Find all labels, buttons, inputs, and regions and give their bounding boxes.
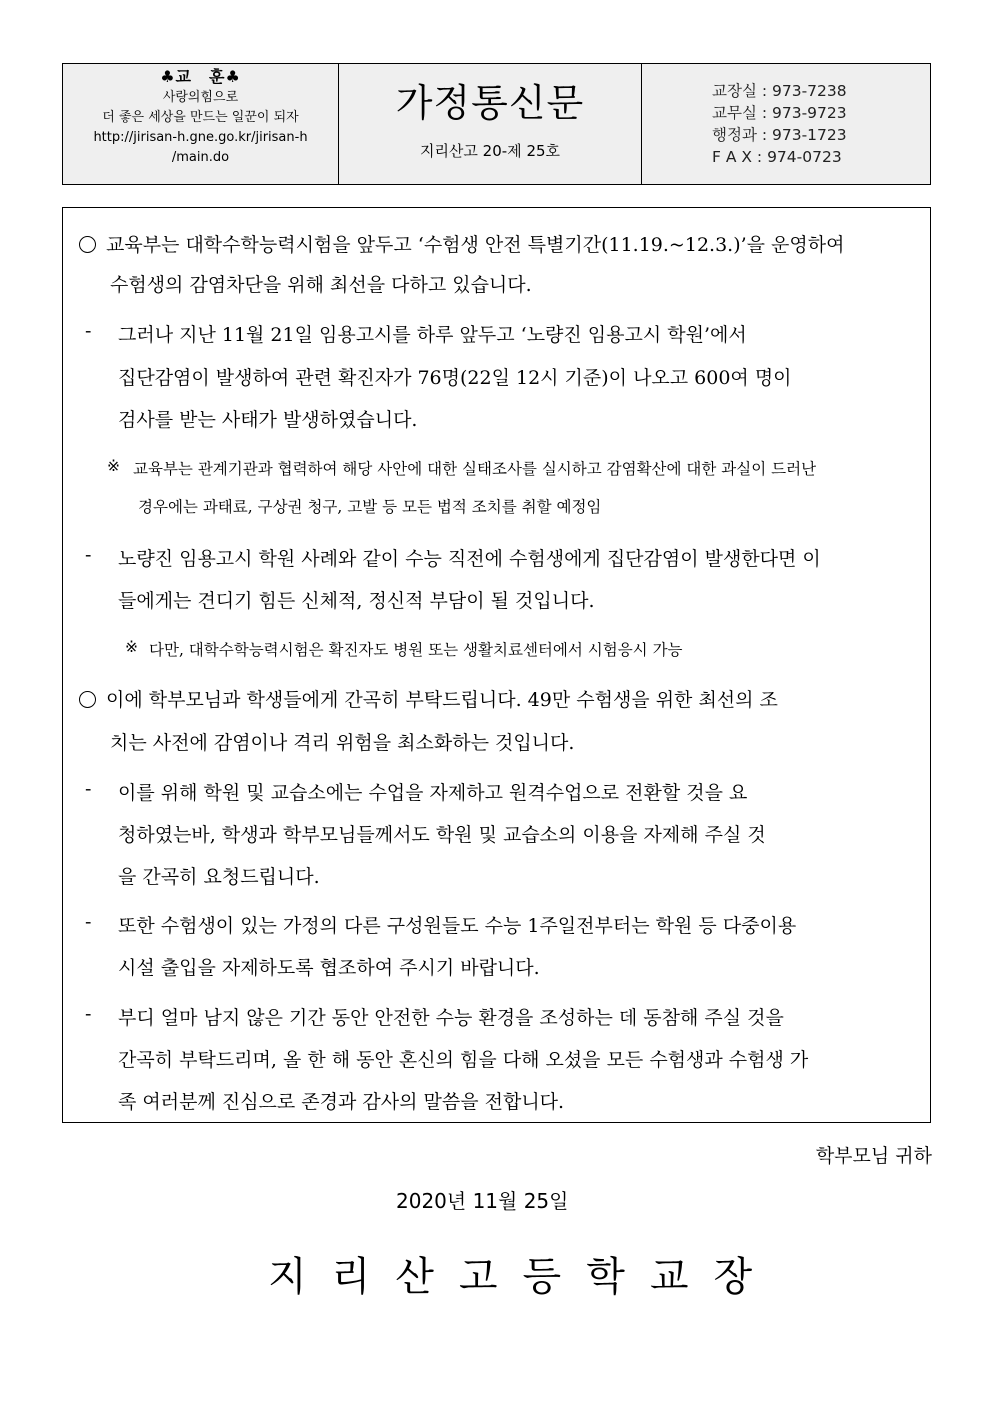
- contact-admin: 행정과 : 973-1723: [712, 126, 847, 144]
- paragraph-line: 이에 학부모님과 학생들에게 간곡히 부탁드립니다. 49만 수험생을 위한 최선의 조: [106, 689, 778, 711]
- addressee: 학부모님 귀하: [815, 1145, 932, 1167]
- circle-bullet-icon: [79, 691, 96, 708]
- dash-bullet: -: [85, 911, 92, 933]
- dash-bullet: -: [85, 320, 92, 342]
- paragraph-line: 청하였는바, 학생과 학부모님들께서도 학원 및 교습소의 이용을 자제해 주실 것: [118, 824, 766, 846]
- paragraph-line: 치는 사전에 감염이나 격리 위험을 최소화하는 것입니다.: [110, 732, 575, 754]
- paragraph-line: 수험생의 감염차단을 위해 최선을 다하고 있습니다.: [110, 274, 532, 296]
- note-line: 교육부는 관계기관과 협력하여 해당 사안에 대한 실태조사를 실시하고 감염확산에 대한 과실이 드러난: [133, 460, 817, 478]
- paragraph-line: 족 여러분께 진심으로 존경과 감사의 말씀을 전합니다.: [118, 1091, 565, 1113]
- paragraph-line: 검사를 받는 사태가 발생하였습니다.: [118, 409, 418, 431]
- contact-fax: F A X : 974-0723: [712, 148, 842, 166]
- principal-signature: 지리산고등학교장: [268, 1254, 778, 1300]
- paragraph-line: 부디 얼마 남지 않은 기간 동안 안전한 수능 환경을 조성하는 데 동참해 주실 것을: [118, 1007, 784, 1029]
- motto-line-1: 사랑의힘으로: [162, 90, 239, 105]
- title-cell: [339, 64, 642, 184]
- paragraph-line: 을 간곡히 요청드립니다.: [118, 866, 320, 888]
- issue-date: 2020년 11월 25일: [396, 1189, 569, 1213]
- reference-mark: ※: [125, 638, 138, 656]
- contacts-cell: [642, 64, 930, 184]
- circle-bullet-icon: [79, 236, 96, 253]
- paragraph-line: 노량진 임용고시 학원 사례와 같이 수능 직전에 수험생에게 집단감염이 발생한다면 이: [118, 548, 821, 570]
- document-title: 가정통신문: [395, 81, 585, 125]
- note-line: 다만, 대학수학능력시험은 확진자도 병원 또는 생활치료센터에서 시험응시 가능: [149, 641, 683, 659]
- dash-bullet: -: [85, 544, 92, 566]
- paragraph-line: 또한 수험생이 있는 가정의 다른 구성원들도 수능 1주일전부터는 학원 등 다중이용: [118, 915, 797, 937]
- paragraph-line: 그러나 지난 11월 21일 임용고시를 하루 앞두고 ‘노량진 임용고시 학원’에서: [118, 324, 747, 346]
- school-url-line-1[interactable]: http://jirisan-h.gne.go.kr/jirisan-h: [93, 130, 308, 145]
- motto-title: ♣교 훈♣: [160, 67, 241, 86]
- school-url-line-2[interactable]: /main.do: [171, 150, 230, 165]
- notice-body: [62, 207, 931, 1123]
- paragraph-line: 교육부는 대학수학능력시험을 앞두고 ‘수험생 안전 특별기간(11.19.~12.3.)’을 운영하여: [106, 234, 845, 256]
- contact-academic: 교무실 : 973-9723: [712, 104, 847, 122]
- contact-principal: 교장실 : 973-7238: [712, 82, 847, 100]
- motto-line-2: 더 좋은 세상을 만드는 일꾼이 되자: [102, 110, 299, 125]
- newsletter-header: [62, 63, 931, 185]
- dash-bullet: -: [85, 778, 92, 800]
- school-motto-cell: [63, 64, 339, 184]
- note-line: 경우에는 과태료, 구상권 청구, 고발 등 모든 법적 조치를 취할 예정임: [138, 498, 602, 516]
- reference-mark: ※: [107, 457, 120, 475]
- paragraph-line: 간곡히 부탁드리며, 올 한 해 동안 혼신의 힘을 다해 오셨을 모든 수험생과 수험생 가: [118, 1049, 809, 1071]
- paragraph-line: 시설 출입을 자제하도록 협조하여 주시기 바랍니다.: [118, 957, 540, 979]
- paragraph-line: 이를 위해 학원 및 교습소에는 수업을 자제하고 원격수업으로 전환할 것을 요: [118, 782, 748, 804]
- paragraph-line: 들에게는 견디기 힘든 신체적, 정신적 부담이 될 것입니다.: [118, 590, 595, 612]
- issue-number: 지리산고 20-제 25호: [419, 142, 561, 160]
- paragraph-line: 집단감염이 발생하여 관련 확진자가 76명(22일 12시 기준)이 나오고 600여 명이: [118, 367, 792, 389]
- dash-bullet: -: [85, 1003, 92, 1025]
